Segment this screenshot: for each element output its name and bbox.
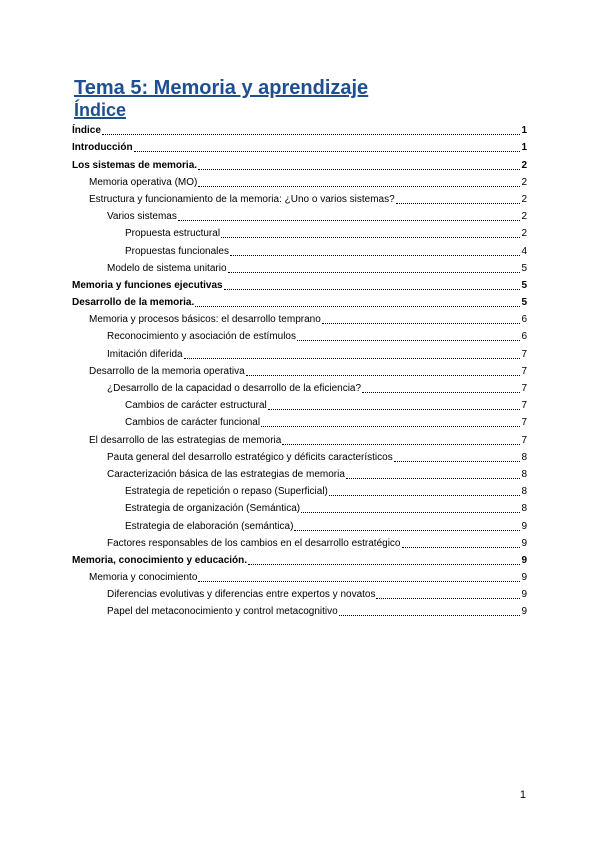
dot-leader — [178, 220, 520, 221]
document-title: Tema 5: Memoria y aprendizaje — [74, 77, 369, 99]
dot-leader — [294, 530, 520, 531]
toc-entry-page: 7 — [521, 417, 527, 429]
dot-leader — [396, 203, 520, 204]
dot-leader — [198, 581, 520, 582]
toc-entry[interactable] — [72, 241, 527, 258]
toc-entry-label: Factores responsables de los cambios en el desarrollo estratégico — [107, 537, 401, 549]
toc-entry-label: Desarrollo de la memoria. — [72, 297, 195, 309]
toc-entry[interactable] — [72, 207, 527, 224]
toc-entry[interactable] — [72, 482, 527, 499]
toc-entry[interactable] — [72, 568, 527, 585]
dot-leader — [301, 512, 520, 513]
toc-entry-page: 7 — [521, 365, 527, 377]
dot-leader — [184, 358, 520, 359]
toc-entry-label: Papel del metaconocimiento y control metacognitivo — [107, 606, 338, 618]
toc-entry[interactable] — [72, 534, 527, 551]
toc-entry[interactable] — [72, 430, 527, 447]
toc-entry-label: Imitación diferida — [107, 348, 183, 360]
toc-entry-label: Pauta general del desarrollo estratégico y déficits característicos — [107, 451, 393, 463]
dot-leader — [329, 495, 520, 496]
toc-entry-page: 9 — [521, 572, 527, 584]
toc-entry[interactable] — [72, 344, 527, 361]
toc-entry[interactable] — [72, 138, 527, 155]
toc-entry-label: Estructura y funcionamiento de la memoria: ¿Uno o varios sistemas? — [89, 193, 395, 205]
dot-leader — [339, 615, 520, 616]
dot-leader — [248, 564, 520, 565]
toc-entry-label: Modelo de sistema unitario — [107, 262, 227, 274]
toc-entry-label: Estrategia de repetición o repaso (Superficial) — [125, 486, 328, 498]
dot-leader — [246, 375, 520, 376]
dot-leader — [102, 134, 520, 135]
table-of-contents — [72, 121, 527, 619]
toc-entry[interactable] — [72, 516, 527, 533]
toc-entry-page: 2 — [521, 211, 527, 223]
toc-entry-page: 9 — [521, 606, 527, 618]
toc-entry[interactable] — [72, 327, 527, 344]
toc-entry[interactable] — [72, 413, 527, 430]
toc-entry[interactable] — [72, 499, 527, 516]
toc-entry[interactable] — [72, 224, 527, 241]
toc-entry[interactable] — [72, 379, 527, 396]
toc-entry-page: 8 — [521, 503, 527, 515]
toc-entry-page: 7 — [521, 434, 527, 446]
toc-entry[interactable] — [72, 276, 527, 293]
toc-entry-page: 7 — [521, 383, 527, 394]
toc-entry-page: 7 — [521, 348, 527, 360]
dot-leader — [282, 444, 520, 445]
toc-entry[interactable] — [72, 259, 527, 276]
toc-entry[interactable] — [72, 585, 527, 602]
toc-entry-page: 2 — [521, 193, 527, 205]
dot-leader — [224, 289, 520, 290]
toc-entry-label: Índice — [72, 125, 101, 137]
toc-entry-page: 9 — [521, 520, 527, 532]
dot-leader — [362, 392, 520, 393]
toc-entry-label: Memoria y conocimiento — [89, 572, 198, 584]
toc-entry[interactable] — [72, 602, 527, 619]
dot-leader — [376, 598, 520, 599]
toc-entry-label: Diferencias evolutivas y diferencias entre expertos y novatos — [107, 589, 376, 601]
dot-leader — [394, 461, 520, 462]
toc-entry-page: 5 — [521, 279, 527, 291]
toc-entry[interactable] — [72, 173, 527, 190]
toc-entry-label: Memoria y procesos básicos: el desarrollo temprano — [89, 314, 321, 326]
dot-leader — [221, 237, 520, 238]
toc-heading: Índice — [74, 100, 127, 120]
toc-entry-label: Propuestas funcionales — [125, 245, 229, 257]
toc-entry[interactable] — [72, 155, 527, 172]
page-number: 1 — [519, 789, 526, 801]
toc-entry-page: 1 — [521, 125, 527, 137]
toc-entry[interactable] — [72, 448, 527, 465]
toc-entry-label: Reconocimiento y asociación de estímulos — [107, 331, 296, 343]
toc-entry-label: El desarrollo de las estrategias de memoria — [89, 434, 282, 446]
dot-leader — [134, 151, 520, 152]
toc-entry-label: Estrategia de elaboración (semántica) — [125, 520, 294, 532]
toc-entry[interactable] — [72, 362, 527, 379]
toc-entry[interactable] — [72, 551, 527, 568]
toc-entry-page: 5 — [521, 262, 527, 274]
toc-entry-page: 4 — [521, 245, 527, 257]
dot-leader — [297, 340, 520, 341]
toc-entry-label: Caracterización básica de las estrategias de memoria — [107, 468, 345, 480]
toc-entry-label: Cambios de carácter estructural — [125, 400, 267, 412]
toc-entry[interactable] — [72, 465, 527, 482]
toc-entry-label: Memoria, conocimiento y educación. — [72, 554, 248, 566]
dot-leader — [228, 272, 520, 273]
toc-entry[interactable] — [72, 293, 527, 310]
toc-entry[interactable] — [72, 310, 527, 327]
toc-entry-label: ¿Desarrollo de la capacidad o desarrollo de la eficiencia? — [107, 383, 362, 394]
dot-leader — [268, 409, 520, 410]
toc-entry-page: 6 — [521, 331, 527, 343]
toc-entry[interactable] — [72, 190, 527, 207]
toc-entry-label: Varios sistemas — [107, 211, 177, 223]
dot-leader — [230, 255, 520, 256]
toc-entry-label: Desarrollo de la memoria operativa — [89, 365, 245, 377]
toc-entry-page: 1 — [521, 142, 527, 154]
toc-entry-page: 2 — [521, 176, 527, 188]
toc-entry-label: Estrategia de organización (Semántica) — [125, 503, 301, 515]
toc-entry-page: 5 — [521, 297, 527, 309]
toc-entry-page: 6 — [521, 314, 527, 326]
toc-entry-page: 9 — [521, 589, 527, 601]
toc-entry-label: Los sistemas de memoria. — [72, 159, 198, 171]
toc-entry[interactable] — [72, 396, 527, 413]
toc-entry-page: 8 — [521, 486, 527, 498]
dot-leader — [402, 547, 521, 548]
toc-entry-label: Cambios de carácter funcional — [125, 417, 261, 429]
toc-entry-page: 8 — [521, 451, 527, 463]
toc-entry-page: 8 — [521, 468, 527, 480]
toc-entry-label: Memoria operativa (MO) — [89, 176, 198, 188]
toc-entry[interactable] — [72, 121, 527, 138]
toc-entry-page: 2 — [521, 159, 527, 171]
dot-leader — [198, 186, 520, 187]
toc-entry-page: 2 — [521, 228, 527, 240]
dot-leader — [261, 426, 520, 427]
dot-leader — [322, 323, 520, 324]
toc-entry-label: Introducción — [72, 142, 133, 154]
dot-leader — [346, 478, 520, 479]
toc-entry-page: 9 — [521, 554, 527, 566]
toc-entry-page: 7 — [521, 400, 527, 412]
toc-entry-page: 9 — [521, 537, 527, 549]
toc-entry-label: Memoria y funciones ejecutivas — [72, 279, 223, 291]
dot-leader — [195, 306, 520, 307]
dot-leader — [198, 169, 520, 170]
toc-entry-label: Propuesta estructural — [125, 228, 221, 240]
